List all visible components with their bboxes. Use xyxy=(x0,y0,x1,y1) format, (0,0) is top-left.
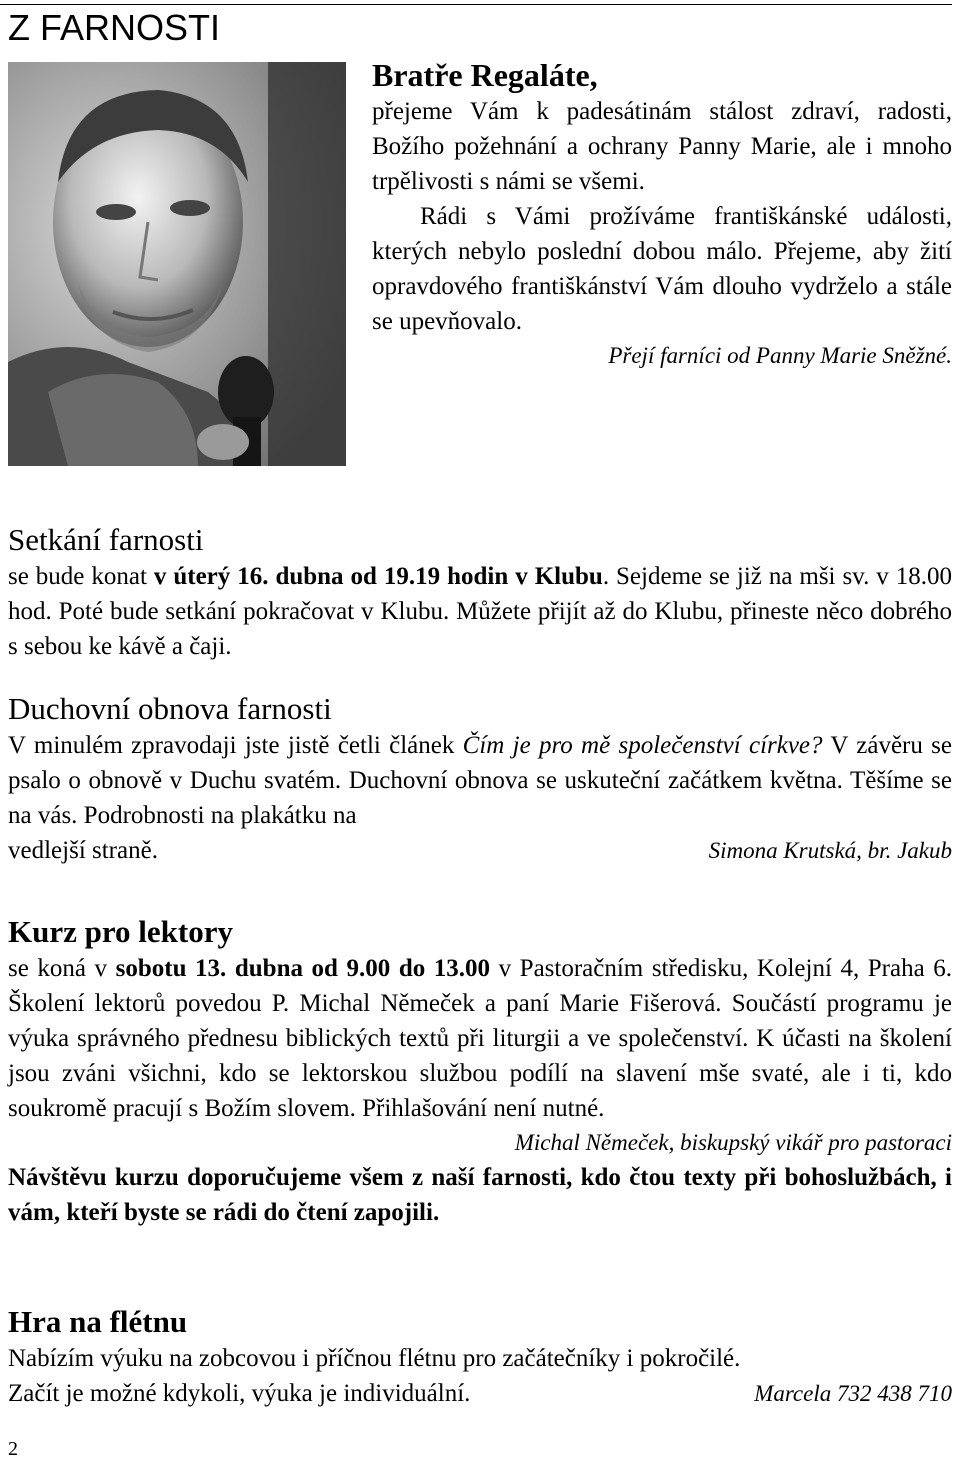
lectors-signature: Michal Němeček, biskupský vikář pro pastoraci xyxy=(514,1130,952,1155)
top-rule xyxy=(0,4,952,5)
meeting-date-highlight: v úterý 16. dubna od 19.19 hodin v Klubu xyxy=(153,563,603,590)
flute-last-line xyxy=(8,1376,952,1411)
parish-meeting-section xyxy=(8,521,952,664)
renewal-last-line-text: vedlejší straně. xyxy=(8,837,158,864)
greeting-signature: Přejí farníci od Panny Marie Sněžné. xyxy=(608,343,952,368)
renewal-last-line xyxy=(8,833,952,868)
renewal-text-b: V závěru se psalo o obnově v Duchu svatém. Duchovní obnova se uskuteční začátkem května. Těšíme se na vás. Podrobnosti na plakátku na xyxy=(8,732,952,829)
spiritual-renewal-heading: Duchovní obnova farnosti xyxy=(8,691,332,726)
greeting-paragraph-1: přejeme Vám k padesátinám stálost zdraví, radosti, Božího požehnání a ochrany Panny Marie, ale i mnoho trpělivosti s námi se všemi. xyxy=(372,98,952,195)
flute-lessons-heading: Hra na flétnu xyxy=(8,1304,188,1339)
parish-meeting-heading: Setkání farnosti xyxy=(8,522,204,557)
birthday-greeting xyxy=(372,56,952,373)
renewal-text-a: V minulém zpravodaji jste jistě četli článek xyxy=(8,732,463,759)
flute-lessons-section xyxy=(8,1303,952,1411)
meeting-text-intro: se bude konat xyxy=(8,563,154,590)
parish-meeting-text xyxy=(8,559,952,664)
lectors-text-rest: v Pastoračním středisku, Kolejní 4, Praha 6. Školení lektorů povedou P. Michal Němeček a paní Marie Fišerová. Součástí programu je výuka správného přednesu biblických textů při liturgii a ve společenství. K účasti na školení jsou zváni všichni, kdo se lektorskou službou podílí na slavení mše svaté, ale i ti, kdo soukromě pracují s Božím slovem. Přihlašování není nutné. xyxy=(8,955,953,1122)
lectors-date-highlight: sobotu 13. dubna od 9.00 do 13.00 xyxy=(115,955,491,982)
lectors-course-heading: Kurz pro lektory xyxy=(8,914,234,949)
spiritual-renewal-section xyxy=(8,690,952,868)
lectors-course-text xyxy=(8,951,952,1126)
renewal-signature: Simona Krutská, br. Jakub xyxy=(708,838,952,863)
meeting-text-rest: . Sejdeme se již na mši sv. v 18.00 hod. Poté bude setkání pokračovat v Klubu. Můžete přijít až do Klubu, přineste něco dobrého s sebou ke kávě a čaji. xyxy=(8,563,953,660)
flute-signature: Marcela 732 438 710 xyxy=(754,1381,952,1406)
page-number: 2 xyxy=(8,1438,18,1460)
lectors-recommendation: Návštěvu kurzu doporučujeme všem z naší farnosti, kdo čtou texty při bohoslužbách, i vám, kteří byste se rádi do čtení zapojili. xyxy=(8,1164,952,1226)
greeting-heading: Bratře Regaláte, xyxy=(372,57,598,93)
lectors-text-intro: se koná v xyxy=(8,955,116,982)
portrait-photo xyxy=(8,62,346,466)
spiritual-renewal-text xyxy=(8,728,952,833)
lectors-course-section xyxy=(8,913,952,1230)
section-title: Z FARNOSTI xyxy=(8,7,221,48)
flute-last-line-text: Začít je možné kdykoli, výuka je individuální. xyxy=(8,1380,471,1407)
greeting-paragraph-2: Rádi s Vámi prožíváme františkánské události, kterých nebylo poslední dobou málo. Přejeme, aby žití opravdového františkánství Vám dlouho vydrželo a stále se upevňovalo. xyxy=(372,203,952,335)
renewal-article-title: Čím je pro mě společenství církve? xyxy=(462,732,823,759)
flute-lessons-text: Nabízím výuku na zobcovou i příčnou flétnu pro začátečníky i pokročilé. xyxy=(8,1345,741,1372)
